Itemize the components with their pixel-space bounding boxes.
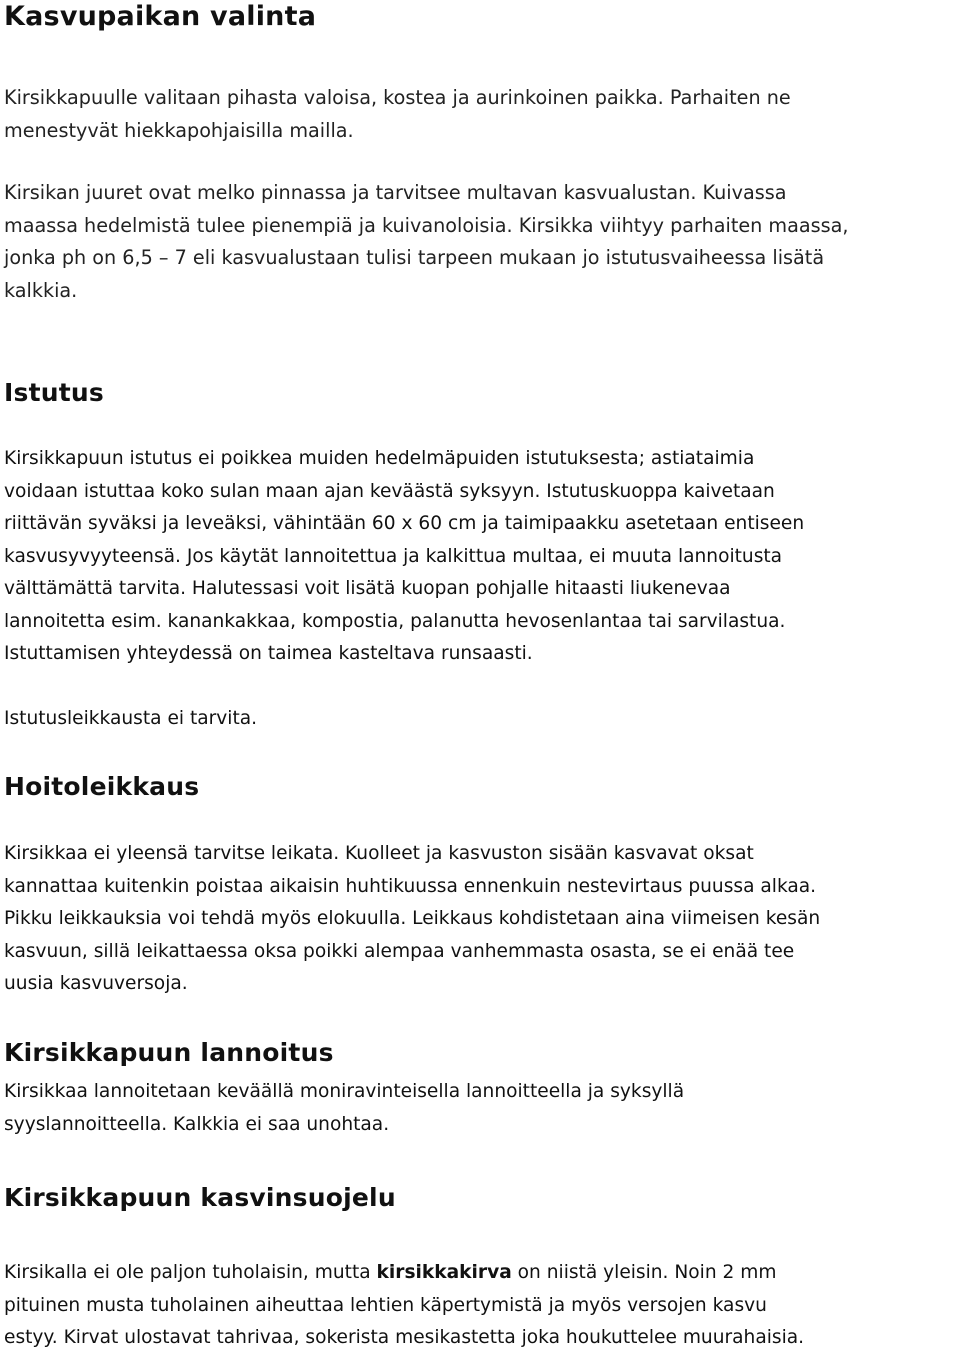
text-line: syyslannoitteella. Kalkkia ei saa unohtaa. [4, 1113, 390, 1135]
paragraph-kasvinsuojelu [4, 1257, 956, 1355]
paragraph-hoitoleikkaus [4, 838, 956, 1001]
text-line: kasvusyvyyteensä. Jos käytät lannoitettua ja kalkittua multaa, ei muuta lannoitusta [4, 545, 783, 567]
text-line: Kirsikkaa lannoitetaan keväällä moniravinteisella lannoitteella ja syksyllä [4, 1081, 685, 1102]
text-line: kalkkia. [4, 278, 78, 302]
heading-kasvinsuojelu: Kirsikkapuun kasvinsuojelu [4, 1183, 396, 1212]
text-fragment: Kirsikalla ei ole paljon tuholaisin, mutta [4, 1262, 377, 1283]
text-line: välttämättä tarvita. Halutessasi voit lisätä kuopan pohjalle hitaasti liukenevaa [4, 578, 731, 599]
text-line: Istutusleikkausta ei tarvita. [4, 708, 258, 729]
text-line: maassa hedelmistä tulee pienempiä ja kuivanoloisia. Kirsikka viihtyy parhaiten maassa, [4, 213, 849, 237]
text-line: lannoitetta esim. kanankakkaa, kompostia, palanutta hevosenlantaa tai sarvilastua. [4, 610, 786, 632]
heading-kasvupaikan-valinta: Kasvupaikan valinta [4, 1, 317, 32]
text-line: kasvuun, sillä leikattaessa oksa poikki alempaa vanhemmasta osasta, se ei enää tee [4, 940, 795, 962]
heading-istutus: Istutus [4, 378, 104, 407]
text-line: riittävän syväksi ja leveäksi, vähintään 60 x 60 cm ja taimipaakku asetetaan entiseen [4, 513, 805, 534]
paragraph-istutus-2 [4, 703, 956, 736]
text-line: pituinen musta tuholainen aiheuttaa lehtien käpertymistä ja myös versojen kasvu [4, 1294, 767, 1316]
text-line: estyy. Kirvat ulostavat tahrivaa, sokerista mesikastetta joka houkuttelee muurahaisia. [4, 1327, 805, 1348]
text-line: uusia kasvuversoja. [4, 973, 188, 994]
heading-hoitoleikkaus: Hoitoleikkaus [4, 772, 200, 801]
text-fragment: on niistä yleisin. Noin 2 mm [511, 1262, 777, 1283]
bold-term-kirsikkakirva: kirsikkakirva [376, 1262, 512, 1283]
text-line: voidaan istuttaa koko sulan maan ajan keväästä syksyyn. Istutuskuoppa kaivetaan [4, 480, 775, 502]
heading-lannoitus: Kirsikkapuun lannoitus [4, 1038, 334, 1067]
text-line [4, 1257, 956, 1290]
text-line: menestyvät hiekkapohjaisilla mailla. [4, 118, 354, 142]
text-line: Istuttamisen yhteydessä on taimea kasteltava runsaasti. [4, 643, 533, 664]
paragraph-kasvupaikka-2 [4, 177, 956, 307]
text-line: Kirsikkapuulle valitaan pihasta valoisa, kostea ja aurinkoinen paikka. Parhaiten ne [4, 86, 791, 109]
text-line: Kirsikkaa ei yleensä tarvitse leikata. Kuolleet ja kasvuston sisään kasvavat oksat [4, 843, 754, 864]
text-line: kannattaa kuitenkin poistaa aikaisin huhtikuussa ennenkuin nestevirtaus puussa alkaa. [4, 875, 817, 897]
text-line: jonka ph on 6,5 – 7 eli kasvualustaan tulisi tarpeen mukaan jo istutusvaiheessa lisätä [4, 246, 825, 269]
text-line: Pikku leikkauksia voi tehdä myös elokuulla. Leikkaus kohdistetaan aina viimeisen kesän [4, 908, 821, 929]
paragraph-kasvupaikka-1 [4, 82, 956, 147]
text-line: Kirsikkapuun istutus ei poikkea muiden hedelmäpuiden istutuksesta; astiataimia [4, 448, 755, 469]
paragraph-lannoitus [4, 1076, 956, 1141]
text-line: Kirsikan juuret ovat melko pinnassa ja tarvitsee multavan kasvualustan. Kuivassa [4, 181, 787, 204]
paragraph-istutus-1 [4, 443, 956, 671]
